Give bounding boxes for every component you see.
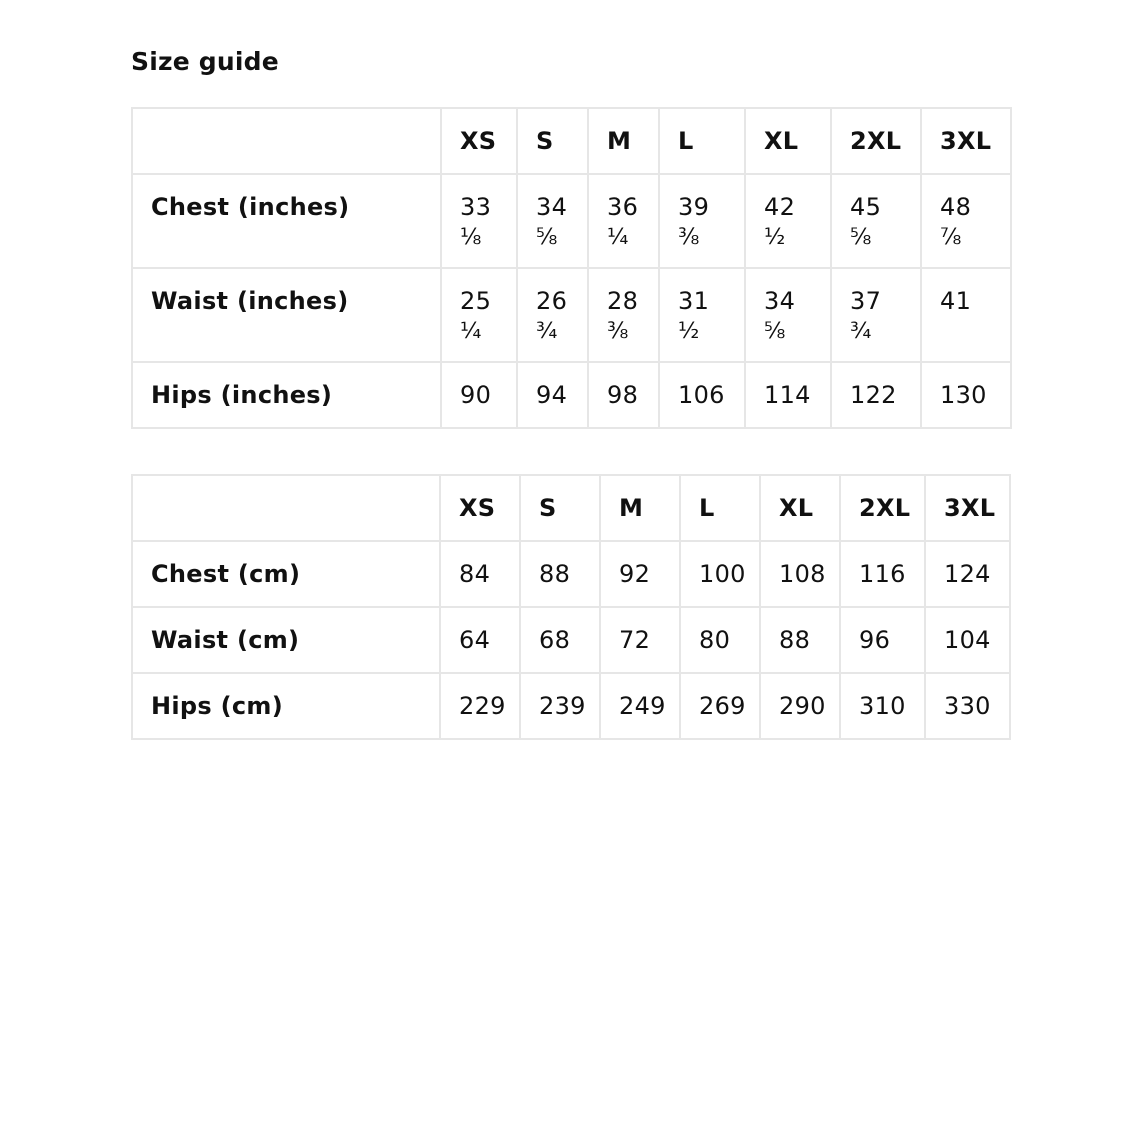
value-cell: 269 bbox=[680, 673, 760, 739]
value-cell: 229 bbox=[440, 673, 520, 739]
value-whole: 31 bbox=[678, 287, 710, 315]
value-cell: 72 bbox=[600, 607, 680, 673]
value-cell bbox=[745, 174, 831, 268]
value-cell bbox=[441, 174, 517, 268]
value-fraction: ¾ bbox=[850, 319, 872, 344]
value-cell bbox=[517, 268, 588, 362]
size-header-s: S bbox=[520, 475, 600, 541]
value-cell: 310 bbox=[840, 673, 925, 739]
value-fraction: ¼ bbox=[607, 225, 629, 250]
value-cell bbox=[921, 268, 1011, 362]
value-cell bbox=[441, 268, 517, 362]
row-label-chest-inches: Chest (inches) bbox=[132, 174, 441, 268]
table-row bbox=[132, 268, 1011, 362]
table-row bbox=[132, 174, 1011, 268]
row-label-hips-cm: Hips (cm) bbox=[132, 673, 440, 739]
value-cell: 130 bbox=[921, 362, 1011, 428]
value-whole: 37 bbox=[850, 287, 882, 315]
header-corner-cell bbox=[132, 475, 440, 541]
table-row bbox=[132, 673, 1010, 739]
page-title: Size guide bbox=[131, 47, 279, 76]
value-fraction: ½ bbox=[678, 319, 700, 344]
value-cell: 68 bbox=[520, 607, 600, 673]
value-cell: 92 bbox=[600, 541, 680, 607]
value-cell bbox=[659, 174, 745, 268]
value-whole: 48 bbox=[940, 193, 972, 221]
value-cell: 106 bbox=[659, 362, 745, 428]
value-fraction: ½ bbox=[764, 225, 786, 250]
value-cell: 108 bbox=[760, 541, 840, 607]
size-header-3xl: 3XL bbox=[921, 108, 1011, 174]
value-fraction: ⅜ bbox=[678, 225, 700, 250]
value-fraction: ⅝ bbox=[764, 319, 786, 344]
value-cell: 88 bbox=[520, 541, 600, 607]
table-row bbox=[132, 541, 1010, 607]
value-cell: 104 bbox=[925, 607, 1010, 673]
size-table-inches bbox=[131, 107, 1012, 429]
value-cell bbox=[745, 268, 831, 362]
value-fraction: ⅞ bbox=[940, 225, 962, 250]
value-cell bbox=[659, 268, 745, 362]
value-cell bbox=[588, 174, 659, 268]
value-cell: 330 bbox=[925, 673, 1010, 739]
value-cell: 114 bbox=[745, 362, 831, 428]
table-row bbox=[132, 362, 1011, 428]
value-cell bbox=[831, 174, 921, 268]
value-fraction: ⅝ bbox=[536, 225, 558, 250]
value-cell: 290 bbox=[760, 673, 840, 739]
value-cell bbox=[588, 268, 659, 362]
value-whole: 25 bbox=[460, 287, 492, 315]
value-cell: 100 bbox=[680, 541, 760, 607]
value-cell: 84 bbox=[440, 541, 520, 607]
size-header-m: M bbox=[600, 475, 680, 541]
value-fraction: ¼ bbox=[460, 319, 482, 344]
header-corner-cell bbox=[132, 108, 441, 174]
value-fraction: ⅝ bbox=[850, 225, 872, 250]
size-header-3xl: 3XL bbox=[925, 475, 1010, 541]
value-whole: 34 bbox=[536, 193, 568, 221]
value-fraction: ¾ bbox=[536, 319, 558, 344]
value-whole: 39 bbox=[678, 193, 710, 221]
size-table-cm bbox=[131, 474, 1011, 740]
value-cell bbox=[831, 268, 921, 362]
value-cell bbox=[921, 174, 1011, 268]
size-header-xs: XS bbox=[441, 108, 517, 174]
size-header-2xl: 2XL bbox=[840, 475, 925, 541]
size-header-s: S bbox=[517, 108, 588, 174]
value-whole: 28 bbox=[607, 287, 639, 315]
value-cell: 64 bbox=[440, 607, 520, 673]
value-cell: 249 bbox=[600, 673, 680, 739]
value-cell: 88 bbox=[760, 607, 840, 673]
table-row bbox=[132, 607, 1010, 673]
row-label-waist-inches: Waist (inches) bbox=[132, 268, 441, 362]
size-header-2xl: 2XL bbox=[831, 108, 921, 174]
value-whole: 41 bbox=[940, 287, 972, 315]
value-cell: 122 bbox=[831, 362, 921, 428]
value-fraction: ⅜ bbox=[607, 319, 629, 344]
value-cell: 96 bbox=[840, 607, 925, 673]
value-cell: 94 bbox=[517, 362, 588, 428]
row-label-chest-cm: Chest (cm) bbox=[132, 541, 440, 607]
size-header-xl: XL bbox=[760, 475, 840, 541]
row-label-waist-cm: Waist (cm) bbox=[132, 607, 440, 673]
size-header-m: M bbox=[588, 108, 659, 174]
value-cell: 116 bbox=[840, 541, 925, 607]
size-header-xl: XL bbox=[745, 108, 831, 174]
row-label-hips-inches: Hips (inches) bbox=[132, 362, 441, 428]
value-whole: 42 bbox=[764, 193, 796, 221]
value-cell bbox=[517, 174, 588, 268]
size-header-xs: XS bbox=[440, 475, 520, 541]
value-cell: 98 bbox=[588, 362, 659, 428]
value-whole: 45 bbox=[850, 193, 882, 221]
size-header-l: L bbox=[680, 475, 760, 541]
value-fraction: ⅛ bbox=[460, 225, 482, 250]
value-cell: 124 bbox=[925, 541, 1010, 607]
table-header-row bbox=[132, 108, 1011, 174]
value-cell: 80 bbox=[680, 607, 760, 673]
value-whole: 34 bbox=[764, 287, 796, 315]
value-whole: 36 bbox=[607, 193, 639, 221]
size-header-l: L bbox=[659, 108, 745, 174]
value-whole: 33 bbox=[460, 193, 492, 221]
value-cell: 90 bbox=[441, 362, 517, 428]
table-header-row bbox=[132, 475, 1010, 541]
value-whole: 26 bbox=[536, 287, 568, 315]
value-cell: 239 bbox=[520, 673, 600, 739]
